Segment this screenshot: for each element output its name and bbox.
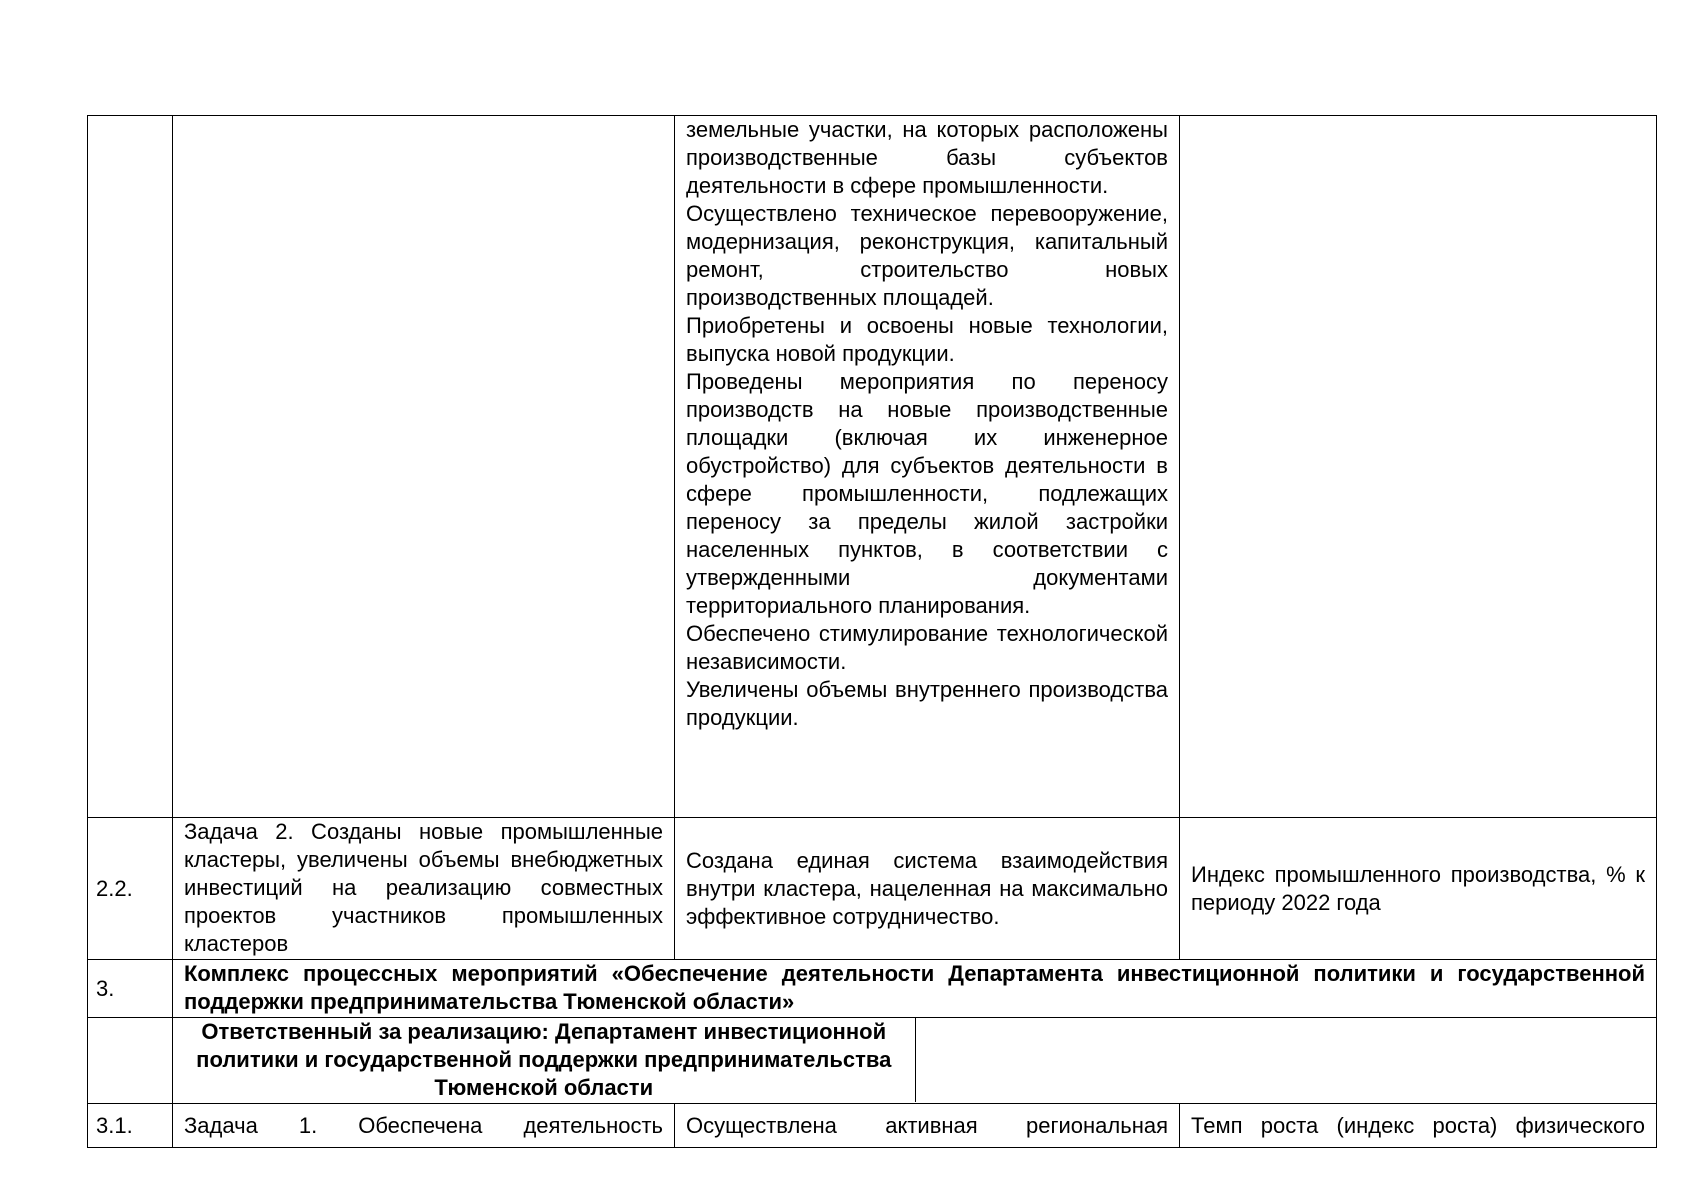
result-cell (675, 818, 1180, 960)
result-paragraph: земельные участки, на которых расположены производственные базы субъектов деятельности в сфере промышленности. (686, 117, 1168, 198)
indicator-text: Индекс промышленного производства, % к периоду 2022 года (1191, 861, 1645, 915)
result-paragraph: Обеспечено стимулирование технологической независимости. (686, 621, 1168, 674)
result-paragraph: Приобретены и освоены новые технологии, выпуска новой продукции. (686, 313, 1168, 366)
result-text: Создана единая система взаимодействия внутри кластера, нацеленная на максимально эффективное сотрудничество. (686, 847, 1168, 929)
row-number-cell (88, 116, 173, 818)
indicator-cell: Темп роста (индекс роста) физического (1180, 1104, 1657, 1148)
table-row (88, 818, 1657, 960)
result-cell: Осуществлена активная региональная (675, 1104, 1180, 1148)
table-row (88, 116, 1657, 818)
row-number-cell (88, 1018, 173, 1104)
responsible-inner-table (173, 1018, 1656, 1102)
responsible-row-cell (173, 1018, 1657, 1104)
table-row (88, 960, 1657, 1018)
indicator-cell (1180, 116, 1657, 818)
task-text: Задача 2. Созданы новые промышленные кластеры, увеличены объемы внебюджетных инвестиций на реализацию совместных проектов участников промышленных кластеров (184, 819, 663, 956)
row-number-cell: 2.2. (88, 818, 173, 960)
program-table (87, 115, 1657, 1148)
task-cell (173, 818, 675, 960)
responsible-empty-cell (915, 1018, 1656, 1102)
task-cell: Задача 1. Обеспечена деятельность (173, 1104, 675, 1148)
row-number-cell: 3.1. (88, 1104, 173, 1148)
indicator-cell (1180, 818, 1657, 960)
result-cell (675, 116, 1180, 818)
responsible-label: Ответственный за реализацию: Департамент инвестиционной политики и государственной поддержки предпринимательства Тюменской области (173, 1018, 915, 1102)
result-paragraph: Проведены мероприятия по переносу производств на новые производственные площадки (включая их инженерное обустройство) для субъектов деятельности в сфере промышленности, подлежащих переносу за пределы жилой застройки населенных пунктов, в соответствии с утвержденными документами территориального планирования. (686, 369, 1168, 618)
section-title-cell (173, 960, 1657, 1018)
section-title: Комплекс процессных мероприятий «Обеспечение деятельности Департамента инвестиционной политики и государственной поддержки предпринимательства Тюменской области» (184, 961, 1645, 1014)
result-paragraph: Осуществлено техническое перевооружение, модернизация, реконструкция, капитальный ремонт, строительство новых производственных площадей. (686, 201, 1168, 310)
result-paragraph: Увеличены объемы внутреннего производства продукции. (686, 677, 1168, 730)
table-row (88, 1104, 1657, 1148)
table-row (88, 1018, 1657, 1104)
row-number-cell: 3. (88, 960, 173, 1018)
task-cell (173, 116, 675, 818)
